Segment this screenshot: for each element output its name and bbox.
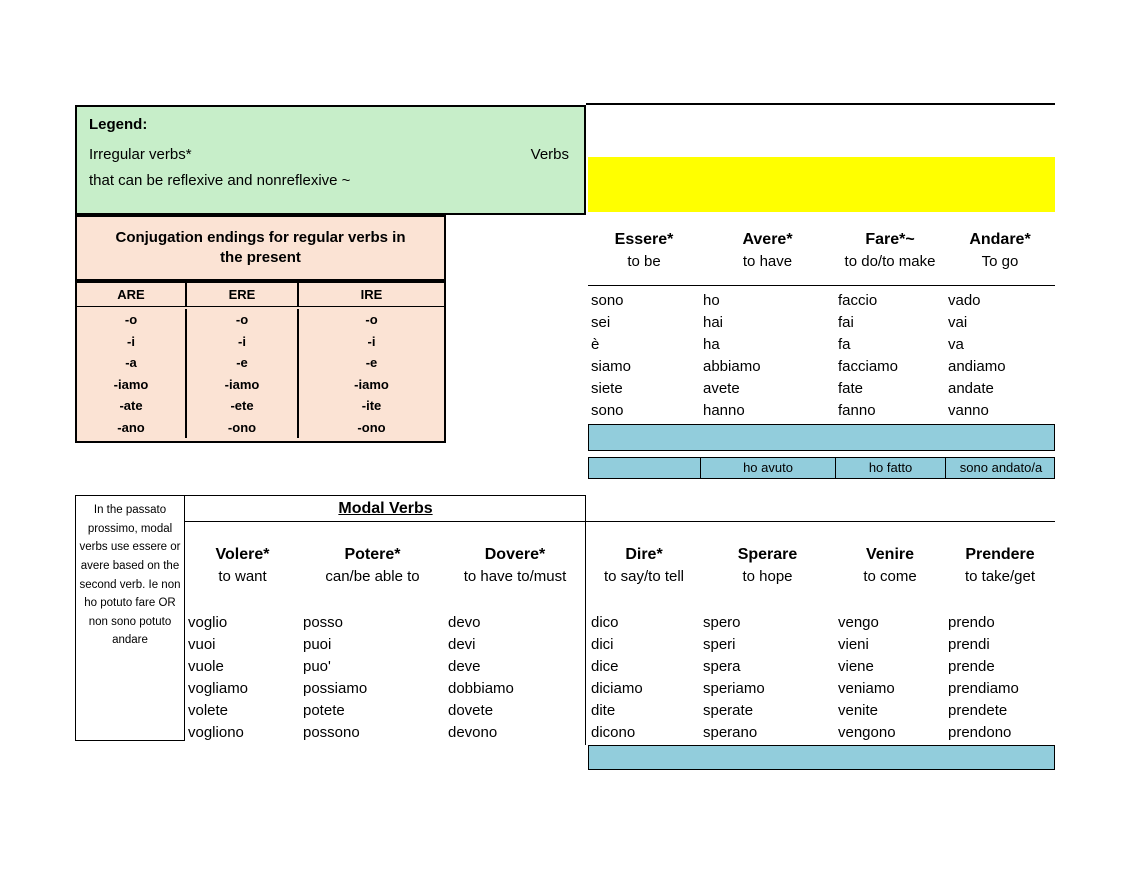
legend-line-2	[89, 172, 569, 189]
endings-cell: -ono	[187, 417, 299, 439]
conjugation-cell: andate	[948, 380, 994, 397]
conjugation-cell: prende	[948, 658, 995, 675]
conjugation-cell: sono	[591, 402, 624, 419]
passato-blue-bar	[588, 424, 1055, 451]
verb-name: Dire*	[625, 545, 663, 563]
middle-horizontal-rule	[185, 521, 1055, 522]
conjugation-cell: diciamo	[591, 680, 643, 697]
legend-box	[75, 105, 586, 215]
verb-name: Fare*~	[865, 231, 915, 249]
legend-line-1	[89, 146, 569, 163]
conjugation-cell: sono	[591, 292, 624, 309]
endings-column-header: ARE	[77, 283, 187, 306]
conjugation-cell: vai	[948, 314, 968, 331]
endings-table-body	[75, 307, 446, 443]
verb-meaning: to have to/must	[463, 567, 567, 585]
verb-name: Sperare	[737, 545, 798, 563]
conjugation-cell: vieni	[838, 636, 869, 653]
verb-meaning: to take/get	[964, 567, 1036, 585]
passato-cell: ho fatto	[836, 458, 946, 478]
verb-name: Essere*	[614, 231, 674, 249]
legend-verbs-word: Verbs	[530, 146, 569, 163]
verb-name: Dovere*	[484, 545, 546, 563]
conjugation-cell: vengono	[838, 724, 896, 741]
endings-title-box	[75, 215, 446, 281]
endings-cell: -e	[187, 352, 299, 374]
endings-cell: -iamo	[354, 376, 389, 392]
endings-cell: -ano	[77, 417, 187, 439]
modal-verbs-header-row	[185, 528, 585, 600]
conjugation-cell: venite	[838, 702, 879, 719]
endings-column-header: ERE	[187, 283, 299, 306]
passato-cell: sono andato/a	[959, 460, 1043, 475]
conjugation-cell: fa	[838, 336, 851, 353]
conjugation-cell: andiamo	[948, 358, 1006, 375]
endings-cell: -ate	[77, 395, 187, 417]
passato-prossimo-row	[588, 457, 1055, 479]
conjugation-cell: puoi	[303, 636, 332, 653]
present-verbs-header-row	[588, 214, 1055, 286]
conjugation-cell: dico	[591, 614, 619, 631]
other-verbs-header-row	[588, 528, 1055, 600]
conjugation-cell: posso	[303, 614, 344, 631]
conjugation-cell: devono	[448, 724, 498, 741]
conjugation-cell: sperano	[703, 724, 758, 741]
conjugation-cell: voglio	[188, 614, 228, 631]
verb-header	[588, 528, 700, 600]
passato-cell: ho avuto	[701, 458, 836, 478]
modal-verbs-title: Modal Verbs	[338, 500, 433, 517]
endings-cell: -iamo	[187, 374, 299, 396]
conjugation-cell: speriamo	[703, 680, 765, 697]
conjugation-cell: dicono	[591, 724, 636, 741]
conjugation-cell: veniamo	[838, 680, 895, 697]
conjugation-cell: faccio	[838, 292, 878, 309]
section-vertical-rule	[585, 495, 586, 745]
verb-meaning: To go	[981, 253, 1019, 271]
conjugation-cell: possono	[303, 724, 360, 741]
conjugation-cell: siete	[591, 380, 623, 397]
verb-meaning: to be	[627, 253, 661, 271]
conjugation-cell: prendiamo	[948, 680, 1019, 697]
conjugation-cell: viene	[838, 658, 874, 675]
endings-cell: -e	[365, 355, 378, 370]
legend-irregular-note: Irregular verbs*	[89, 146, 192, 163]
conjugation-cell: prendo	[948, 614, 995, 631]
verb-header	[445, 528, 585, 600]
conjugation-cell: fate	[838, 380, 864, 397]
conjugation-cell: prendete	[948, 702, 1008, 719]
conjugation-cell: speri	[703, 636, 736, 653]
verb-meaning: to come	[863, 567, 917, 585]
conjugation-cell: vengo	[838, 614, 879, 631]
verb-header	[700, 214, 835, 285]
verb-meaning: to hope	[742, 567, 793, 585]
passato-cell	[589, 458, 701, 478]
conjugation-cell: vuole	[188, 658, 224, 675]
verb-meaning: to say/to tell	[603, 567, 685, 585]
verb-name: Prendere	[965, 545, 1035, 563]
verb-meaning: to have	[742, 253, 793, 271]
conjugation-cell: devi	[448, 636, 476, 653]
endings-title-text: Conjugation endings for regular verbs in the present	[115, 228, 406, 266]
conjugation-cell: prendi	[948, 636, 990, 653]
conjugation-cell: prendono	[948, 724, 1012, 741]
top-horizontal-rule	[586, 103, 1055, 105]
conjugation-cell: vuoi	[188, 636, 216, 653]
present-verbs-conjugations	[588, 290, 1055, 422]
endings-cell: -ite	[361, 398, 382, 413]
verb-header	[700, 528, 835, 600]
endings-cell: -o	[77, 309, 187, 331]
endings-cell: -iamo	[77, 374, 187, 396]
verb-meaning: to do/to make	[844, 253, 936, 271]
endings-cell: -a	[77, 352, 187, 374]
verb-header	[835, 528, 945, 600]
verb-name: Andare*	[969, 231, 1031, 249]
conjugation-cell: dovete	[448, 702, 494, 719]
conjugation-cell: puo'	[303, 658, 331, 675]
legend-title: Legend:	[89, 116, 148, 133]
conjugation-cell: vogliono	[188, 724, 244, 741]
conjugation-cell: vanno	[948, 402, 989, 419]
legend-reflexive-note: that can be reflexive and nonreflexive ~	[89, 172, 351, 189]
verb-header	[300, 528, 445, 600]
conjugation-cell: volete	[188, 702, 229, 719]
verb-meaning: can/be able to	[325, 567, 420, 585]
conjugation-cell: dobbiamo	[448, 680, 514, 697]
modal-verbs-conjugations	[185, 612, 585, 744]
verb-header	[835, 214, 945, 285]
endings-cell: -i	[187, 331, 299, 353]
conjugation-cell: dice	[591, 658, 619, 675]
conjugation-cell: devo	[448, 614, 481, 631]
endings-cell: -o	[365, 312, 378, 327]
passato-note-text: In the passato prossimo, modal verbs use essere or avere based on the second verb. Ie non ho potuto fare OR non sono potuto andare	[79, 504, 181, 647]
conjugation-cell: avete	[703, 380, 740, 397]
conjugation-cell: facciamo	[838, 358, 899, 375]
conjugation-cell: sperate	[703, 702, 754, 719]
verb-name: Volere*	[215, 545, 270, 563]
verb-meaning: to want	[218, 567, 267, 585]
conjugation-cell: abbiamo	[703, 358, 761, 375]
bottom-blue-bar	[588, 745, 1055, 770]
conjugation-cell: deve	[448, 658, 481, 675]
conjugation-cell: hai	[703, 314, 724, 331]
conjugation-cell: spero	[703, 614, 741, 631]
verb-header	[945, 214, 1055, 285]
endings-cell: -ete	[187, 395, 299, 417]
verb-name: Avere*	[742, 231, 793, 249]
yellow-highlight-bar	[588, 157, 1055, 212]
verb-header	[945, 528, 1055, 600]
passato-note-box	[75, 495, 185, 741]
conjugation-cell: dite	[591, 702, 616, 719]
conjugation-cell: è	[591, 336, 600, 353]
other-verbs-conjugations	[588, 612, 1055, 744]
conjugation-cell: fanno	[838, 402, 876, 419]
conjugation-cell: fai	[838, 314, 854, 331]
conjugation-cell: siamo	[591, 358, 632, 375]
conjugation-cell: spera	[703, 658, 741, 675]
conjugation-cell: vado	[948, 292, 981, 309]
conjugation-cell: va	[948, 336, 964, 353]
endings-column-header: IRE	[360, 287, 383, 302]
conjugation-cell: ha	[703, 336, 720, 353]
endings-cell: -i	[367, 333, 376, 349]
conjugation-cell: possiamo	[303, 680, 368, 697]
endings-header-row	[75, 281, 446, 308]
conjugation-cell: potete	[303, 702, 345, 719]
endings-cell: -o	[187, 309, 299, 331]
conjugation-cell: sei	[591, 314, 611, 331]
endings-cell: -i	[77, 331, 187, 353]
verb-name: Venire	[865, 545, 915, 563]
endings-cell: -ono	[357, 419, 386, 435]
verb-name: Potere*	[344, 545, 401, 563]
verb-header	[185, 528, 300, 600]
conjugation-cell: ho	[703, 292, 720, 309]
modal-verbs-title-cell	[185, 495, 586, 522]
conjugation-cell: dici	[591, 636, 614, 653]
conjugation-cell: hanno	[703, 402, 745, 419]
verb-header	[588, 214, 700, 285]
conjugation-cell: vogliamo	[188, 680, 249, 697]
